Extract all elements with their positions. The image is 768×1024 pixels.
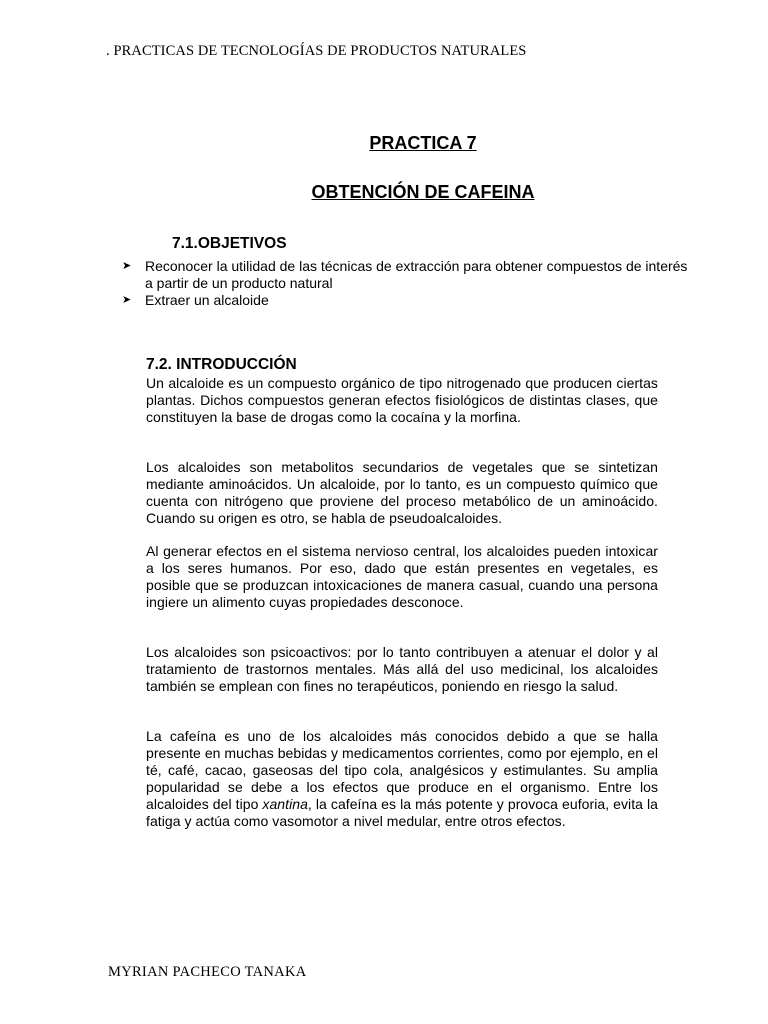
introduction-paragraph: Los alcaloides son psicoactivos: por lo tanto contribuyen a atenuar el dolor y al tratamiento de trastornos mentales. Más allá del uso medicinal, los alcaloides también se emplean con fines no terapéuticos, poniendo en riesgo la salud. bbox=[146, 644, 658, 694]
topic-title: OBTENCIÓN DE CAFEINA bbox=[311, 181, 535, 202]
paragraph-text-after-italic: , la cafeína es la más potente y provoca euforia, evita la fatiga y actúa como vasomotor a nivel medular, entre otros efectos. bbox=[146, 796, 658, 829]
objective-text: Extraer un alcaloide bbox=[145, 292, 269, 308]
page-header: . PRACTICAS DE TECNOLOGÍAS DE PRODUCTOS NATURALES bbox=[106, 43, 527, 59]
objectives-heading: 7.1.OBJETIVOS bbox=[172, 234, 287, 252]
objective-item bbox=[122, 258, 692, 292]
practice-title: PRACTICA 7 bbox=[369, 133, 477, 154]
introduction-paragraph: Los alcaloides son metabolitos secundarios de vegetales que se sintetizan mediante aminoácidos. Un alcaloide, por lo tanto, es un compuesto químico que cuenta con nitrógeno que proviene del proceso metabólico de un aminoácido. Cuando su origen es otro, se habla de pseudoalcaloides. bbox=[146, 459, 658, 526]
arrowhead-bullet-icon: ➤ bbox=[122, 294, 132, 306]
arrowhead-bullet-icon: ➤ bbox=[122, 260, 132, 272]
objectives-list bbox=[122, 258, 692, 309]
introduction-paragraph: Al generar efectos en el sistema nervioso central, los alcaloides pueden intoxicar a los seres humanos. Por eso, dado que están presentes en vegetales, es posible que se produzcan intoxicaciones de manera casual, cuando una persona ingiere un alimento cuyas propiedades desconoce. bbox=[146, 543, 658, 610]
page-footer: MYRIAN PACHECO TANAKA bbox=[108, 964, 307, 980]
italic-term-xantina: xantina bbox=[262, 796, 308, 812]
introduction-paragraph: Un alcaloide es un compuesto orgánico de tipo nitrogenado que producen ciertas plantas. Dichos compuestos generan efectos fisiológicos de distintas clases, que constituyen la base de drogas como la cocaína y la morfina. bbox=[146, 375, 658, 425]
introduction-paragraph bbox=[146, 728, 658, 830]
paragraph-text-before-italic: La cafeína es uno de los alcaloides más conocidos debido a que se halla presente en muchas bebidas y medicamentos corrientes, como por ejemplo, en el té, café, cacao, gaseosas del tipo cola, analgésicos y estimulantes. Su amplia popularidad se debe a los efectos que produce en el organismo. Entre los alcaloides del tipo bbox=[146, 728, 659, 812]
introduction-heading: 7.2. INTRODUCCIÓN bbox=[146, 355, 297, 373]
objective-item bbox=[122, 292, 692, 309]
objective-text: Reconocer la utilidad de las técnicas de extracción para obtener compuestos de interés a partir de un producto natural bbox=[145, 258, 688, 291]
